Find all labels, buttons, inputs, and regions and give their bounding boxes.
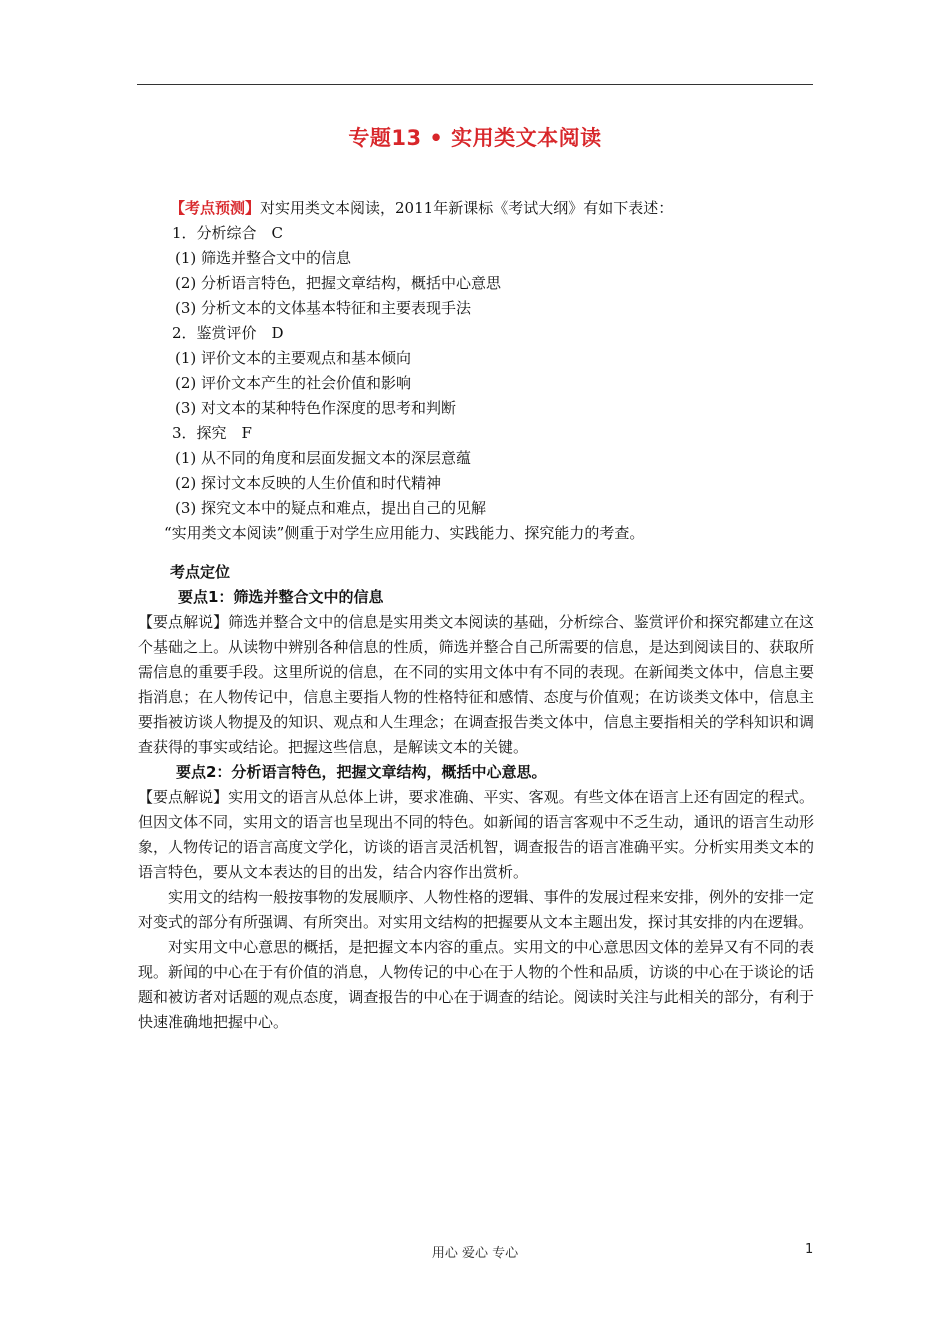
point2-paragraph: 实用文的结构一般按事物的发展顺序、人物性格的逻辑、事件的发展过程来安排，例外的安排一定对变式的部分有所强调、有所突出。对实用文结构的把握要从文本主题出发，探讨其安排的内在逻辑。 [138,888,814,931]
document-body [138,196,814,1035]
intro-text: 对实用类文本阅读，2011年新课标《考试大纲》有如下表述： [260,199,674,217]
intro-line [138,196,814,221]
outline-item: (2) 分析语言特色，把握文章结构，概括中心意思 [175,274,502,292]
outline-item: (1) 评价文本的主要观点和基本倾向 [175,349,412,367]
outline-item: (3) 探究文本中的疑点和难点，提出自己的见解 [175,499,487,517]
point1-paragraph: 【要点解说】筛选并整合文中的信息是实用类文本阅读的基础，分析综合、鉴赏评价和探究都建立在这个基础之上。从读物中辨别各种信息的性质，筛选并整合自己所需要的信息，是达到阅读目的、获取所需信息的重要手段。这里所说的信息，在不同的实用文体中有不同的表现。在新闻类文体中，信息主要指消息；在人物传记中，信息主要指人物的性格特征和感情、态度与价值观；在访谈类文体中，信息主要指被访谈人物提及的知识、观点和人生理念；在调查报告类文体中，信息主要指相关的学科知识和调查获得的事实或结论。把握这些信息，是解读文本的关键。 [138,613,814,756]
page-title: 专题13 • 实用类文本阅读 [348,126,602,150]
outline-level: 3．探究 F [172,424,252,442]
point2-paragraph: 【要点解说】实用文的语言从总体上讲，要求准确、平实、客观。有些文体在语言上还有固定的程式。但因文体不同，实用文的语言也呈现出不同的特色。如新闻的语言客观中不乏生动，通讯的语言生动形象，人物传记的语言高度文学化，访谈的语言灵活机智，调查报告的语言准确平实。分析实用类文本的语言特色，要从文本表达的目的出发，结合内容作出赏析。 [138,788,814,881]
outline-item: (3) 分析文本的文体基本特征和主要表现手法 [175,299,472,317]
outline-level: 1．分析综合 C [172,224,284,242]
outline-item: (3) 对文本的某种特色作深度的思考和判断 [175,399,457,417]
outline-level: 2．鉴赏评价 D [172,324,284,342]
section-heading: 考点定位 [170,563,231,581]
page-footer: 用心 爱心 专心 [431,1246,519,1261]
outline-item: (1) 筛选并整合文中的信息 [175,249,352,267]
outline-item: (1) 从不同的角度和层面发掘文本的深层意蕴 [175,449,472,467]
header-rule [137,84,813,85]
point1-heading: 要点1：筛选并整合文中的信息 [178,588,384,606]
summary-line: “实用类文本阅读”侧重于对学生应用能力、实践能力、探究能力的考查。 [164,524,645,542]
intro-tag: 【考点预测】 [170,199,261,217]
point2-paragraph: 对实用文中心意思的概括，是把握文本内容的重点。实用文的中心意思因文体的差异又有不同的表现。新闻的中心在于有价值的消息，人物传记的中心在于人物的个性和品质，访谈的中心在于谈论的话题和被访者对话题的观点态度，调查报告的中心在于调查的结论。阅读时关注与此相关的部分，有利于快速准确地把握中心。 [138,938,814,1031]
point2-heading: 要点2：分析语言特色，把握文章结构，概括中心意思。 [176,763,547,781]
outline-item: (2) 评价文本产生的社会价值和影响 [175,374,412,392]
outline-item: (2) 探讨文本反映的人生价值和时代精神 [175,474,442,492]
page-number: 1 [805,1242,814,1257]
